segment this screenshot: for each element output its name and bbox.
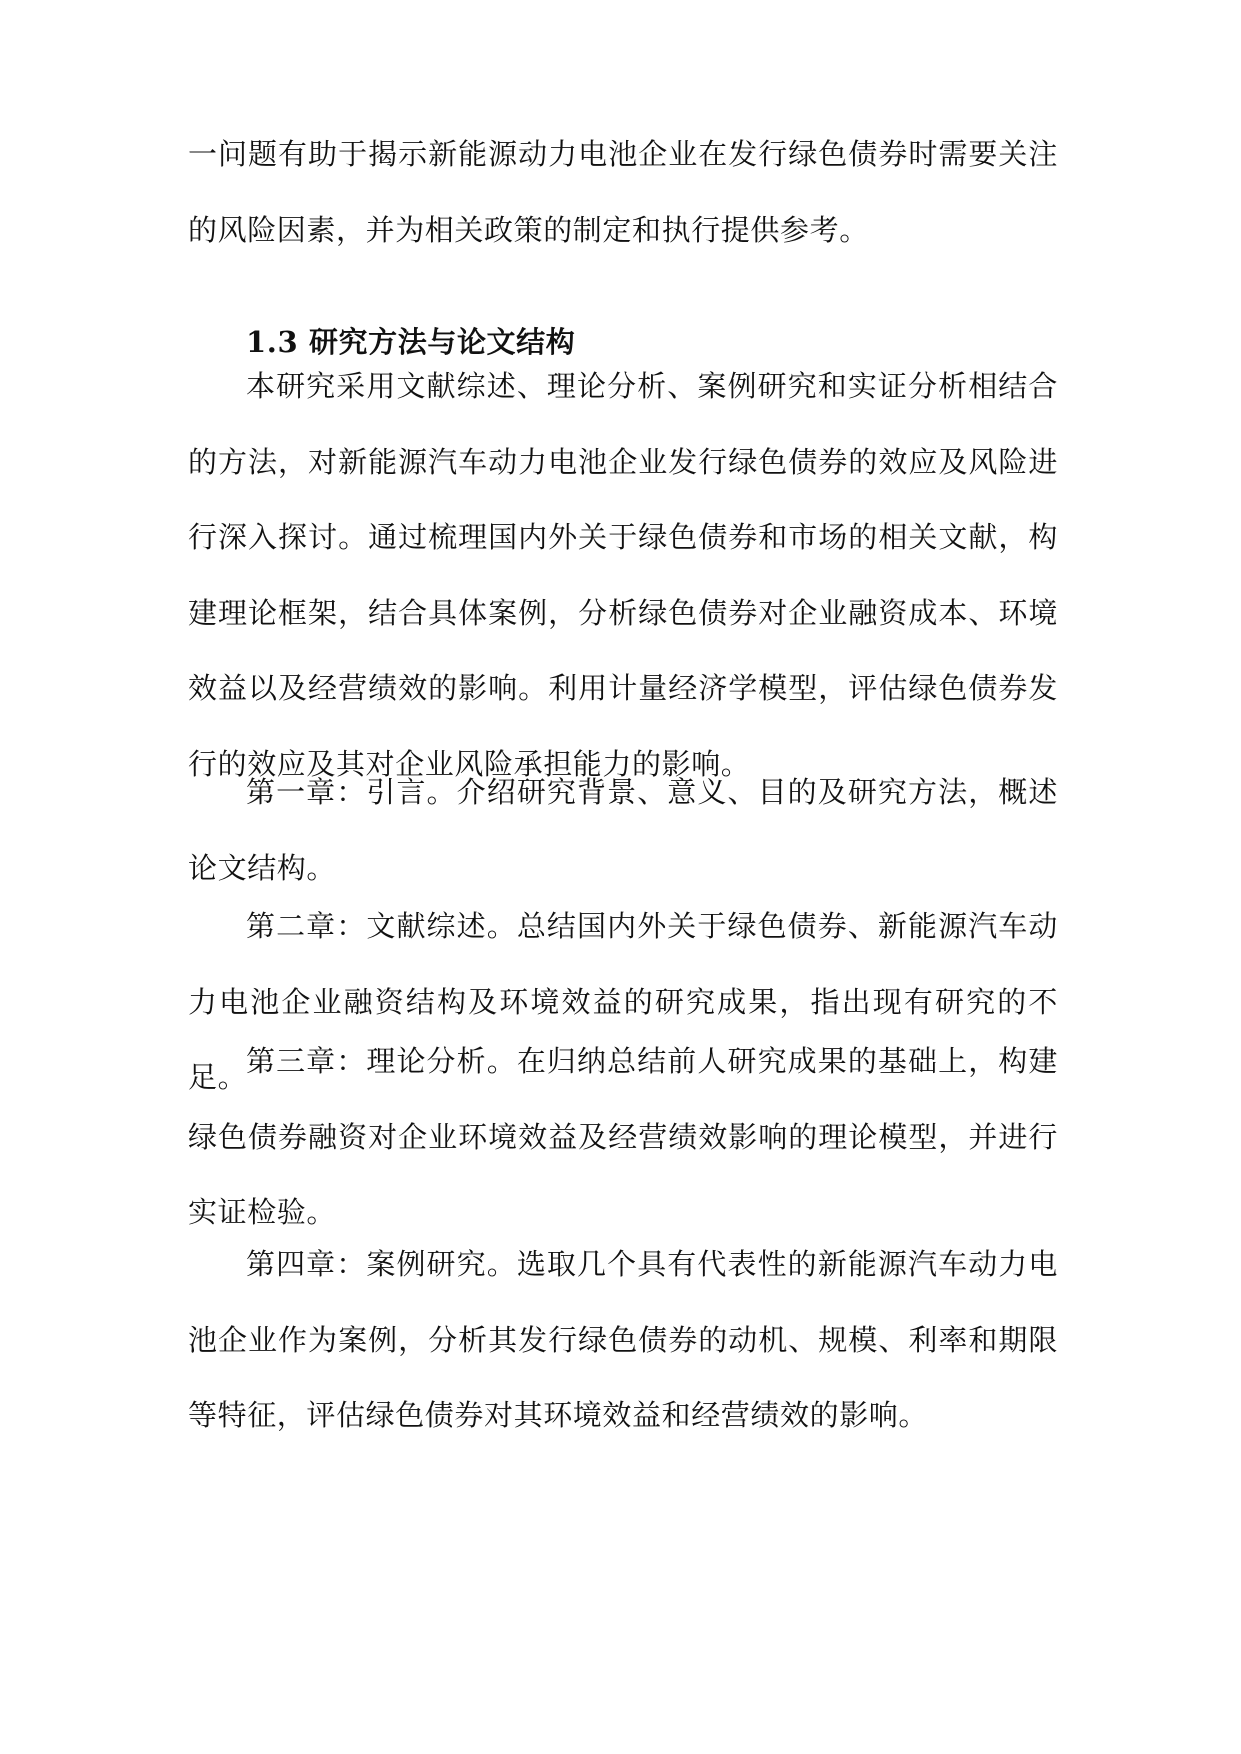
paragraph-chapter-2: 第二章：文献综述。总结国内外关于绿色债券、新能源汽车动力电池企业融资结构及环境效益的研究成果，指出现有研究的不足。 bbox=[188, 909, 1058, 1094]
paragraph-methods: 本研究采用文献综述、理论分析、案例研究和实证分析相结合的方法，对新能源汽车动力电池企业发行绿色债券的效应及风险进行深入探讨。通过梳理国内外关于绿色债券和市场的相关文献，构建理论框架，结合具体案例，分析绿色债券对企业融资成本、环境效益以及经营绩效的影响。利用计量经济学模型，评估绿色债券发行的效应及其对企业风险承担能力的影响。 bbox=[188, 369, 1058, 781]
paragraph-chapter-1: 第一章：引言。介绍研究背景、意义、目的及研究方法，概述论文结构。 bbox=[188, 775, 1058, 885]
paragraph-chapter-3: 第三章：理论分析。在归纳总结前人研究成果的基础上，构建绿色债券融资对企业环境效益及经营绩效影响的理论模型，并进行实证检验。 bbox=[188, 1044, 1058, 1229]
section-heading: 1.3 研究方法与论文结构 bbox=[246, 325, 576, 359]
continuation-paragraph: 一问题有助于揭示新能源动力电池企业在发行绿色债券时需要关注的风险因素，并为相关政策的制定和执行提供参考。 bbox=[188, 137, 1058, 247]
paragraph-chapter-4: 第四章：案例研究。选取几个具有代表性的新能源汽车动力电池企业作为案例，分析其发行绿色债券的动机、规模、利率和期限等特征，评估绿色债券对其环境效益和经营绩效的影响。 bbox=[188, 1247, 1058, 1432]
